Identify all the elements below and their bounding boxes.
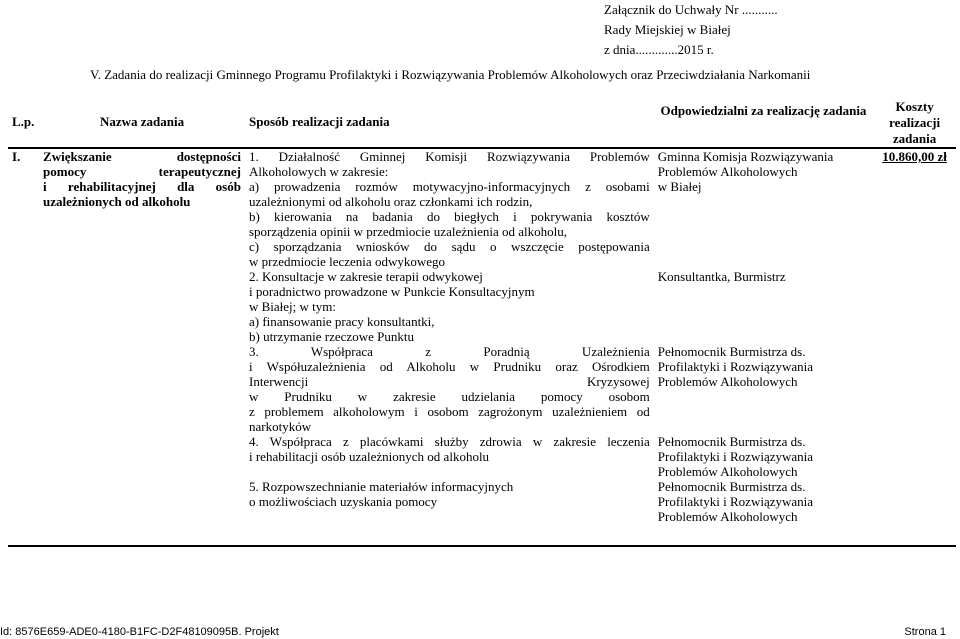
responsible-entry: [658, 149, 833, 194]
method-line: a) prowadzenia rozmów motywacyjno-informacyjnych z osobami: [248, 179, 650, 194]
header-task-name: Nazwa zadania: [99, 114, 185, 129]
method-line: 3. Współpraca z Poradnią Uzależnienia: [248, 344, 650, 359]
method-line: i Współuzależnienia od Alkoholu w Prudniku oraz Ośrodkiem: [248, 359, 650, 374]
responsible-entry: [658, 344, 813, 389]
attachment-line-3: z dnia.............2015 r.: [604, 42, 714, 57]
method-line: i rehabilitacji osób uzależnionych od alkoholu: [248, 449, 490, 464]
responsible-entry: [658, 269, 786, 284]
method-line: o możliwościach uzyskania pomocy: [248, 494, 438, 509]
method-line: 1. Działalność Gminnej Komisji Rozwiązywania Problemów: [248, 149, 650, 164]
header-cost: Koszty realizacji zadania: [889, 99, 941, 146]
responsible-line: Problemów Alkoholowych: [657, 164, 798, 179]
task-name-line: pomocy terapeutycznej: [43, 164, 241, 179]
responsible-entry: [658, 479, 813, 524]
method-line: 4. Współpraca z placówkami służby zdrowia w zakresie leczenia: [248, 434, 650, 449]
method-line: narkotyków: [248, 419, 312, 434]
method-line: 5. Rozpowszechnianie materiałów informacyjnych: [248, 479, 514, 494]
responsible-line: Problemów Alkoholowych: [657, 464, 798, 479]
row-number: I.: [12, 149, 21, 164]
task-cost: 10.860,00 zł: [882, 149, 947, 164]
method-line: b) utrzymanie rzeczowe Punktu: [248, 329, 414, 344]
table-row: [8, 148, 956, 546]
task-name-line: Zwiększanie dostępności: [43, 149, 241, 164]
responsible-line: Problemów Alkoholowych: [657, 509, 798, 524]
method-line: z problemem alkoholowym i osobom zagrożonym uzależnieniem od: [248, 404, 650, 419]
method-line: a) finansowanie pracy konsultantki,: [248, 314, 435, 329]
method-line: w Białej; w tym:: [248, 299, 337, 314]
page-number: Strona 1: [904, 626, 946, 638]
section-title: V. Zadania do realizacji Gminnego Programu Profilaktyki i Rozwiązywania Problemów Alkoholowych oraz Przeciwdziałania Narkomanii: [90, 67, 811, 82]
header-responsible: Odpowiedzialni za realizację zadania: [660, 103, 867, 118]
responsible-line: Pełnomocnik Burmistrza ds.: [657, 344, 806, 359]
attachment-header: [604, 0, 778, 60]
attachment-line-2: Rady Miejskiej w Białej: [604, 22, 731, 37]
responsible-line: w Białej: [657, 179, 702, 194]
method-line: w Prudniku w zakresie udzielania pomocy osobom: [248, 389, 650, 404]
task-name: [39, 148, 245, 546]
table-header-row: [8, 99, 956, 148]
method-line: i poradnictwo prowadzone w Punkcie Konsultacyjnym: [248, 284, 535, 299]
method-line: Interwencji Kryzysowej: [248, 374, 650, 389]
task-method: [245, 148, 654, 546]
method-line: b) kierowania na badania do biegłych i pokrywania kosztów: [248, 209, 650, 224]
header-method: Sposób realizacji zadania: [248, 114, 390, 129]
responsible-line: Profilaktyki i Rozwiązywania: [657, 449, 814, 464]
responsible-line: Profilaktyki i Rozwiązywania: [657, 359, 814, 374]
method-line: w przedmiocie leczenia odwykowego: [248, 254, 445, 269]
header-lp: L.p.: [12, 114, 35, 129]
method-line: uzależnionymi od alkoholu oraz członkami ich rodzin,: [248, 194, 533, 209]
responsible-entry: [658, 434, 813, 479]
responsible-line: Pełnomocnik Burmistrza ds.: [657, 434, 806, 449]
method-spacer: [249, 464, 650, 479]
method-line: c) sporządzania wniosków do sądu o wszczęcie postępowania: [248, 239, 650, 254]
responsible-line: Problemów Alkoholowych: [657, 374, 798, 389]
tasks-table: [8, 99, 956, 547]
task-name-line: i rehabilitacyjnej dla osób: [43, 179, 241, 194]
responsible-parties: [654, 148, 873, 546]
responsible-line: Profilaktyki i Rozwiązywania: [657, 494, 814, 509]
task-name-line: uzależnionych od alkoholu: [43, 194, 191, 209]
method-line: sporządzenia opinii w przedmiocie uzależnienia od alkoholu,: [248, 224, 568, 239]
method-line: Alkoholowych w zakresie:: [248, 164, 389, 179]
method-line: 2. Konsultacje w zakresie terapii odwykowej: [248, 269, 483, 284]
responsible-line: Konsultantka, Burmistrz: [657, 269, 786, 284]
document-id: Id: 8576E659-ADE0-4180-B1FC-D2F48109095B. Projekt: [0, 626, 279, 638]
responsible-line: Gminna Komisja Rozwiązywania: [657, 149, 834, 164]
responsible-line: Pełnomocnik Burmistrza ds.: [657, 479, 806, 494]
attachment-line-1: Załącznik do Uchwały Nr ...........: [604, 2, 778, 17]
